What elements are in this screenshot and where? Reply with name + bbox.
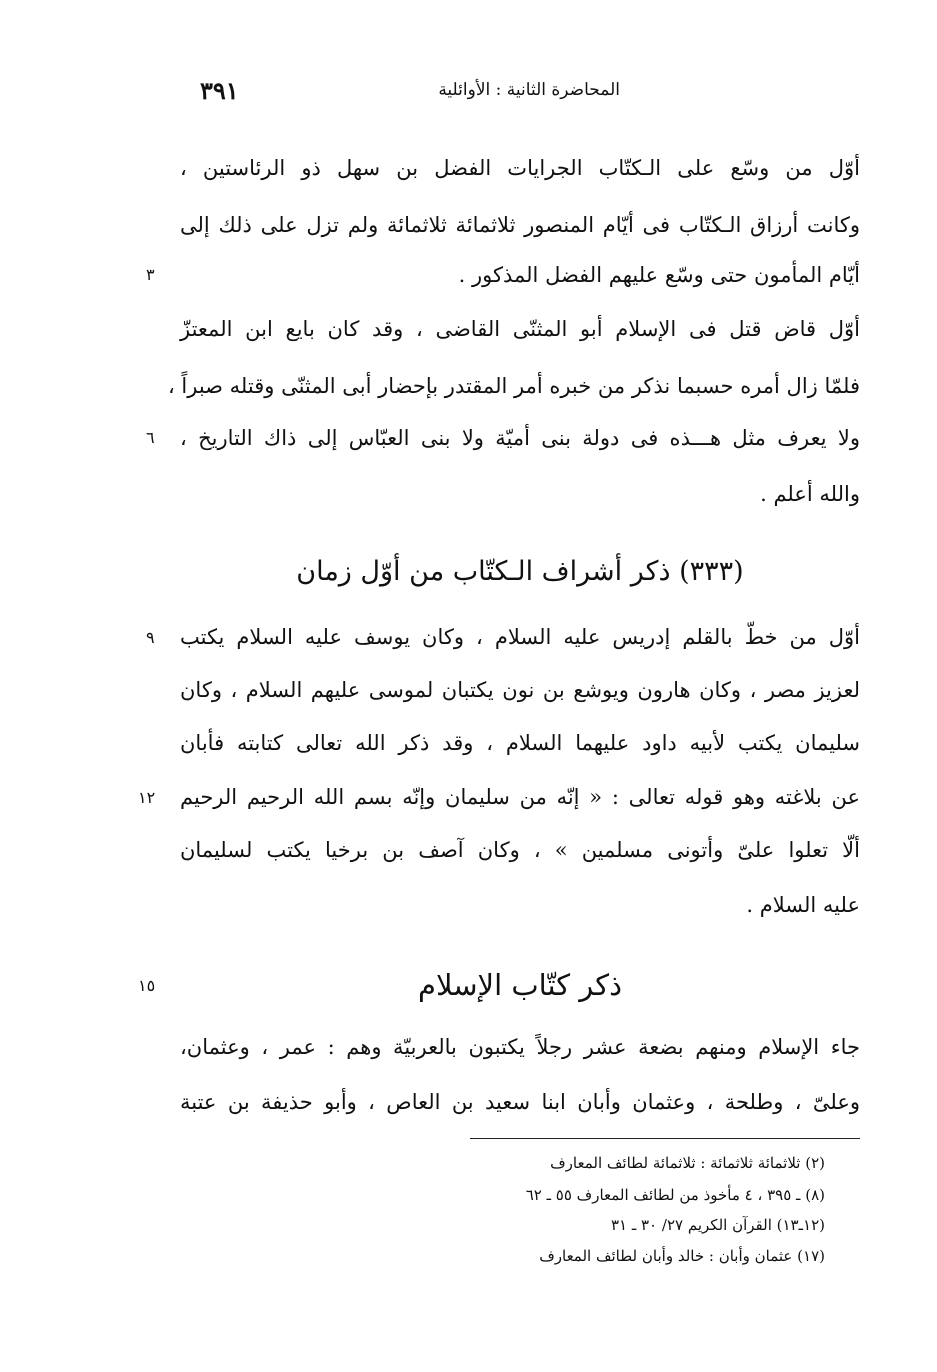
running-title: المحاضرة الثانية : الأوائلية [438,80,620,100]
body-line: عن بلاغته وهو قوله تعالى : « إنّه من سليمان وإنّه بسم الله الرحيم الرحيم [180,785,860,809]
body-line: سليمان يكتب لأبيه داود عليهما السلام ، وقد ذكر الله تعالى كتابته فأبان [180,731,860,755]
section-heading: (٣٣٣) ذكر أشراف الـكتّاب من أوّل زمان [296,556,744,587]
page-number: ٣٩١ [200,76,239,105]
body-line: فلمّا زال أمره حسبما نذكر من خبره أمر المقتدر بإحضار أبى المثنّى وقتله صبراً ، [167,374,860,398]
body-line: وعلىّ ، وطلحة ، وعثمان وأبان ابنا سعيد بن العاص ، وأبو حذيفة بن عتبة [180,1090,860,1114]
body-line: ألّا تعلوا علىّ وأتونى مسلمين » ، وكان آصف بن برخيا يكتب لسليمان [180,838,860,862]
margin-line-number: ١٢ [138,788,156,807]
body-line: لعزيز مصر ، وكان هارون ويوشع بن نون يكتبان لموسى عليهم السلام ، وكان [180,678,860,702]
body-line: ولا يعرف مثل هـــذه فى دولة بنى أميّة ولا بنى العبّاس إلى ذاك التاريخ ، [180,426,860,450]
margin-line-number: ٦ [146,428,155,447]
body-line: وكانت أرزاق الـكتّاب فى أيّام المنصور ثلاثمائة ثلاثمائة ولم تزل على ذلك إلى [180,213,860,237]
body-line: أوّل قاض قتل فى الإسلام أبو المثنّى القاضى ، وقد كان بايع ابن المعتزّ [180,317,860,341]
margin-line-number: ٣ [146,265,155,284]
body-line: والله أعلم . [760,482,860,506]
footnote: (٢) ثلاثمائة ثلاثمائة : ثلاثمائة لطائف المعارف [550,1154,825,1172]
footnote-rule [470,1138,860,1139]
body-line: أوّل من وسّع على الـكتّاب الجرايات الفضل بن سهل ذو الرئاستين ، [180,156,860,180]
footnote: (٨) ـ ٣٩٥ ، ٤ مأخوذ من لطائف المعارف ٥٥ ـ ٦٢ [525,1186,825,1204]
body-line: جاء الإسلام ومنهم بضعة عشر رجلاً يكتبون بالعربيّة وهم : عمر ، وعثمان، [180,1035,860,1059]
margin-line-number: ٩ [146,628,155,647]
page-header [200,78,620,108]
footnote: (١٢ـ١٣) القرآن الكريم ٢٧/ ٣٠ ـ ٣١ [610,1216,825,1234]
body-line: أيّام المأمون حتى وسّع عليهم الفضل المذكور . [458,263,860,287]
body-line: أوّل من خطّ بالقلم إدريس عليه السلام ، وكان يوسف عليه السلام يكتب [180,625,860,649]
section-heading: ذكر كتّاب الإسلام [417,968,622,1002]
margin-line-number: ١٥ [138,976,156,995]
body-line: عليه السلام . [746,893,860,917]
footnote: (١٧) عثمان وأبان : خالد وأبان لطائف المعارف [539,1247,825,1265]
